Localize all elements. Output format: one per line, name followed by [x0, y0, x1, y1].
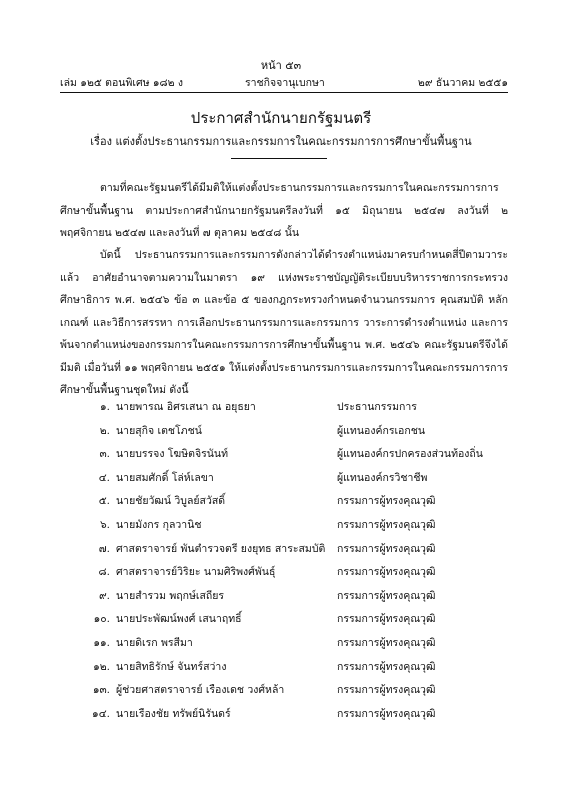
list-item — [80, 561, 500, 585]
list-item — [80, 608, 500, 632]
issue-info: เล่ม ๑๒๕ ตอนพิเศษ ๑๘๒ ง — [60, 77, 184, 89]
list-item — [80, 585, 500, 609]
member-position: กรรมการผู้ทรงคุณวุฒิ — [337, 707, 436, 720]
member-position: กรรมการผู้ทรงคุณวุฒิ — [337, 495, 436, 508]
member-number: ๑๒. — [93, 660, 110, 673]
member-position: กรรมการผู้ทรงคุณวุฒิ — [337, 660, 436, 673]
list-item — [80, 514, 500, 538]
page-number: หน้า ๕๓ — [260, 59, 302, 72]
member-name: นายสำรวม พฤกษ์เสถียร — [116, 589, 225, 602]
member-position: ผู้แทนองค์กรเอกชน — [337, 424, 426, 437]
member-position: กรรมการผู้ทรงคุณวุฒิ — [337, 566, 436, 579]
member-name: ศาสตราจารย์ พันตำรวจตรี ยงยุทธ สาระสมบัติ — [116, 542, 326, 555]
member-name: นายประพัฒน์พงศ์ เสนาฤทธิ์ — [116, 613, 242, 626]
member-name: นายบรรจง โฆษิตจิรนันท์ — [116, 448, 229, 461]
list-item — [80, 679, 500, 703]
paragraph-2-text: บัดนี้ ประธานกรรมการและกรรมการดังกล่าวได้ดำรงตำแหน่งมาครบกำหนดสี่ปีตามวาระแล้ว อาศัยอำนาจตามความในมาตรา ๑๙ แห่งพระราชบัญญัติระเบียบบริหารราชการกระทรวงศึกษาธิการ พ.ศ. ๒๕๔๖ ข้อ ๓ และข้อ ๕ ของกฎกระทรวงกำหนดจำนวนกรรมการ คุณสมบัติ หลักเกณฑ์ และวิธีการสรรหา การเลือกประธานกรรมการและกรรมการ วาระการดำรงตำแหน่ง และการพ้นจากตำแหน่งของกรรมการในคณะกรรมการการศึกษาขั้นพื้นฐาน พ.ศ. ๒๕๔๖ คณะรัฐมนตรีจึงได้มีมติ เมื่อวันที่ ๑๑ พฤศจิกายน ๒๕๕๑ ให้แต่งตั้งประธานกรรมการและกรรมการในคณะกรรมการการศึกษาขั้นพื้นฐานชุดใหม่ ดังนี้ — [60, 249, 508, 396]
member-number: ๑๐. — [93, 613, 110, 626]
member-name: นายชัยวัฒน์ วิบูลย์สวัสดิ์ — [116, 495, 226, 508]
member-position: กรรมการผู้ทรงคุณวุฒิ — [337, 518, 436, 531]
list-item — [80, 490, 500, 514]
member-number: ๖. — [99, 518, 110, 531]
paragraph-2 — [60, 244, 508, 402]
member-list — [80, 396, 500, 726]
member-number: ๕. — [98, 495, 110, 508]
member-number: ๓. — [99, 448, 110, 461]
paragraph-1-text: ตามที่คณะรัฐมนตรีได้มีมติให้แต่งตั้งประธานกรรมการและกรรมการในคณะกรรมการการศึกษาขั้นพื้นฐาน ตามประกาศสำนักนายกรัฐมนตรีลงวันที่ ๑๕ มิถุนายน ๒๕๔๗ ลงวันที่ ๒ พฤศจิกายน ๒๕๔๗ และลงวันที่ ๗ ตุลาคม ๒๕๔๘ นั้น — [60, 182, 508, 239]
member-name: นายสมศักดิ์ โล่ห์เลขา — [116, 471, 214, 484]
member-name: ศาสตราจารย์วิริยะ นามศิริพงศ์พันธุ์ — [116, 566, 276, 579]
list-item — [80, 396, 500, 420]
list-item — [80, 538, 500, 562]
member-name: นายดิเรก พรสีมา — [116, 636, 193, 649]
gazette-header — [60, 74, 508, 90]
list-item — [80, 656, 500, 680]
paragraph-1 — [60, 177, 508, 245]
list-item — [80, 703, 500, 727]
member-number: ๘. — [98, 566, 110, 579]
member-position: กรรมการผู้ทรงคุณวุฒิ — [337, 613, 436, 626]
member-position: กรรมการผู้ทรงคุณวุฒิ — [337, 684, 436, 697]
member-name: นายสิทธิรักษ์ จันทร์สว่าง — [116, 660, 227, 673]
header-divider — [60, 92, 508, 93]
gazette-name: ราชกิจจานุเบกษา — [245, 77, 325, 89]
member-position: ผู้แทนองค์กรปกครองส่วนท้องถิ่น — [337, 448, 483, 461]
member-position: กรรมการผู้ทรงคุณวุฒิ — [337, 589, 436, 602]
member-number: ๗. — [98, 542, 110, 555]
member-name: นายมังกร กุลวานิช — [116, 518, 202, 531]
member-position: ผู้แทนองค์กรวิชาชีพ — [337, 471, 428, 484]
list-item — [80, 420, 500, 444]
title-divider — [231, 158, 327, 159]
member-name: นายสุกิจ เตชโภชน์ — [116, 424, 202, 437]
member-position: กรรมการผู้ทรงคุณวุฒิ — [337, 542, 436, 555]
member-number: ๑๓. — [92, 684, 110, 697]
announcement-title: ประกาศสำนักนายกรัฐมนตรี — [190, 109, 372, 127]
member-number: ๒. — [99, 424, 110, 437]
member-name: นายพารณ อิศรเสนา ณ อยุธยา — [116, 401, 256, 413]
member-position: ประธานกรรมการ — [337, 401, 417, 413]
member-number: ๑๔. — [92, 707, 110, 720]
member-name: ผู้ช่วยศาสตราจารย์ เรืองเดช วงศ์หล้า — [116, 684, 285, 697]
list-item — [80, 632, 500, 656]
issue-date: ๒๙ ธันวาคม ๒๕๕๑ — [417, 77, 508, 89]
list-item — [80, 467, 500, 491]
member-number: ๑. — [99, 401, 110, 413]
announcement-subject: เรื่อง แต่งตั้งประธานกรรมการและกรรมการในคณะกรรมการการศึกษาขั้นพื้นฐาน — [90, 135, 472, 148]
member-position: กรรมการผู้ทรงคุณวุฒิ — [337, 636, 436, 649]
member-name: นายเรืองชัย ทรัพย์นิรันดร์ — [116, 707, 231, 720]
member-number: ๙. — [98, 589, 110, 602]
member-number: ๑๑. — [93, 636, 110, 649]
member-number: ๔. — [98, 471, 110, 484]
list-item — [80, 443, 500, 467]
